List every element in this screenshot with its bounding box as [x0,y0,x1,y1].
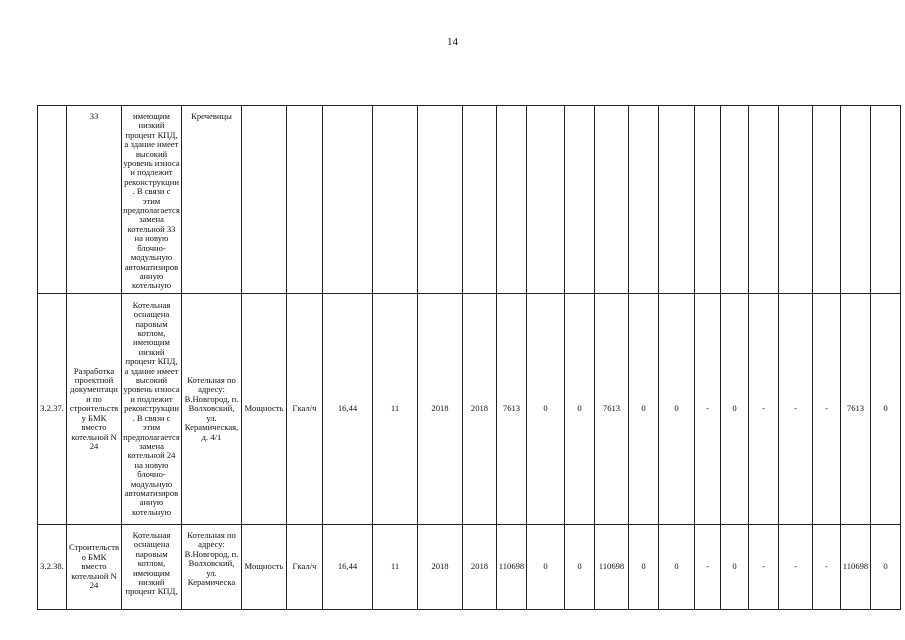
location-cell: Котельная по адресу: В.Новгород, п. Волховский, ул. Керамическая, д. 4/1 [182,294,242,525]
value-cell: 11 [373,294,418,525]
cost-cell: 0 [721,294,749,525]
table-cell [323,106,373,294]
unit-cell: Гкал/ч [287,525,323,610]
table-cell [841,106,871,294]
year-end-cell: 2018 [463,525,497,610]
table-row [38,525,901,610]
cost-cell: - [779,294,813,525]
table-cell [287,106,323,294]
row-number-cell: 3.2.38. [38,525,67,610]
cost-cell: 7613 [497,294,527,525]
cost-cell: 110698 [497,525,527,610]
justification-cell: имеющим низкий процент КПД, а здание имеет высокий уровень износа и подлежит реконструкции. В связи с этим предполагается замена котельной 33 на новую блочно-модульную автоматизированную котельную [122,106,182,294]
location-cell: Кречевицы [182,106,242,294]
cost-cell: 0 [565,294,595,525]
table-cell [813,106,841,294]
value-cell: 11 [373,525,418,610]
cost-cell: 0 [871,294,901,525]
cost-cell: 0 [565,525,595,610]
justification-cell: Котельная оснащена паровым котлом, имеющим низкий процент КПД, [122,525,182,610]
justification-cell: Котельная оснащена паровым котлом, имеющим низкий процент КПД, а здание имеет высокий уровень износа и подлежит реконструкции. В связи с этим предполагается замена котельной 24 на новую блочно-модульную автоматизированную котельную [122,294,182,525]
table-cell [871,106,901,294]
table-cell [721,106,749,294]
table-cell [629,106,659,294]
row-number-cell [38,106,67,294]
cost-cell: - [779,525,813,610]
cost-cell: - [813,294,841,525]
value-cell: 16,44 [323,294,373,525]
cost-cell: 0 [659,294,695,525]
cost-cell: 0 [527,525,565,610]
parameter-cell: Мощность [242,525,287,610]
table-cell [595,106,629,294]
cost-cell: - [695,294,721,525]
title-cell: Разработка проектной документации по строительству БМК вместо котельной N 24 [67,294,122,525]
year-start-cell: 2018 [418,525,463,610]
table-cell [659,106,695,294]
table-row [38,106,901,294]
location-cell: Котельная по адресу: В.Новгород, п. Волховский, ул. Керамическа [182,525,242,610]
cost-cell: - [749,525,779,610]
table-cell [779,106,813,294]
table-cell [463,106,497,294]
year-start-cell: 2018 [418,294,463,525]
cost-cell: 0 [721,525,749,610]
cost-cell: 7613 [595,294,629,525]
cost-cell: 110698 [841,525,871,610]
cost-cell: 0 [659,525,695,610]
cost-cell: 0 [527,294,565,525]
page-number: 14 [447,36,458,48]
value-cell: 16,44 [323,525,373,610]
row-number-cell: 3.2.37. [38,294,67,525]
cost-cell: 110698 [595,525,629,610]
table-cell [749,106,779,294]
table-cell [373,106,418,294]
cost-cell: 0 [629,525,659,610]
table-cell [565,106,595,294]
table-cell [695,106,721,294]
year-end-cell: 2018 [463,294,497,525]
cost-cell: 0 [629,294,659,525]
cost-cell: 0 [871,525,901,610]
title-cell: Строительство БМК вместо котельной N 24 [67,525,122,610]
cost-cell: - [749,294,779,525]
data-table [37,105,901,610]
title-cell: 33 [67,106,122,294]
parameter-cell: Мощность [242,294,287,525]
table-cell [497,106,527,294]
table-cell [527,106,565,294]
cost-cell: - [695,525,721,610]
table-cell [418,106,463,294]
cost-cell: - [813,525,841,610]
cost-cell: 7613 [841,294,871,525]
table-row [38,294,901,525]
table-cell [242,106,287,294]
unit-cell: Гкал/ч [287,294,323,525]
